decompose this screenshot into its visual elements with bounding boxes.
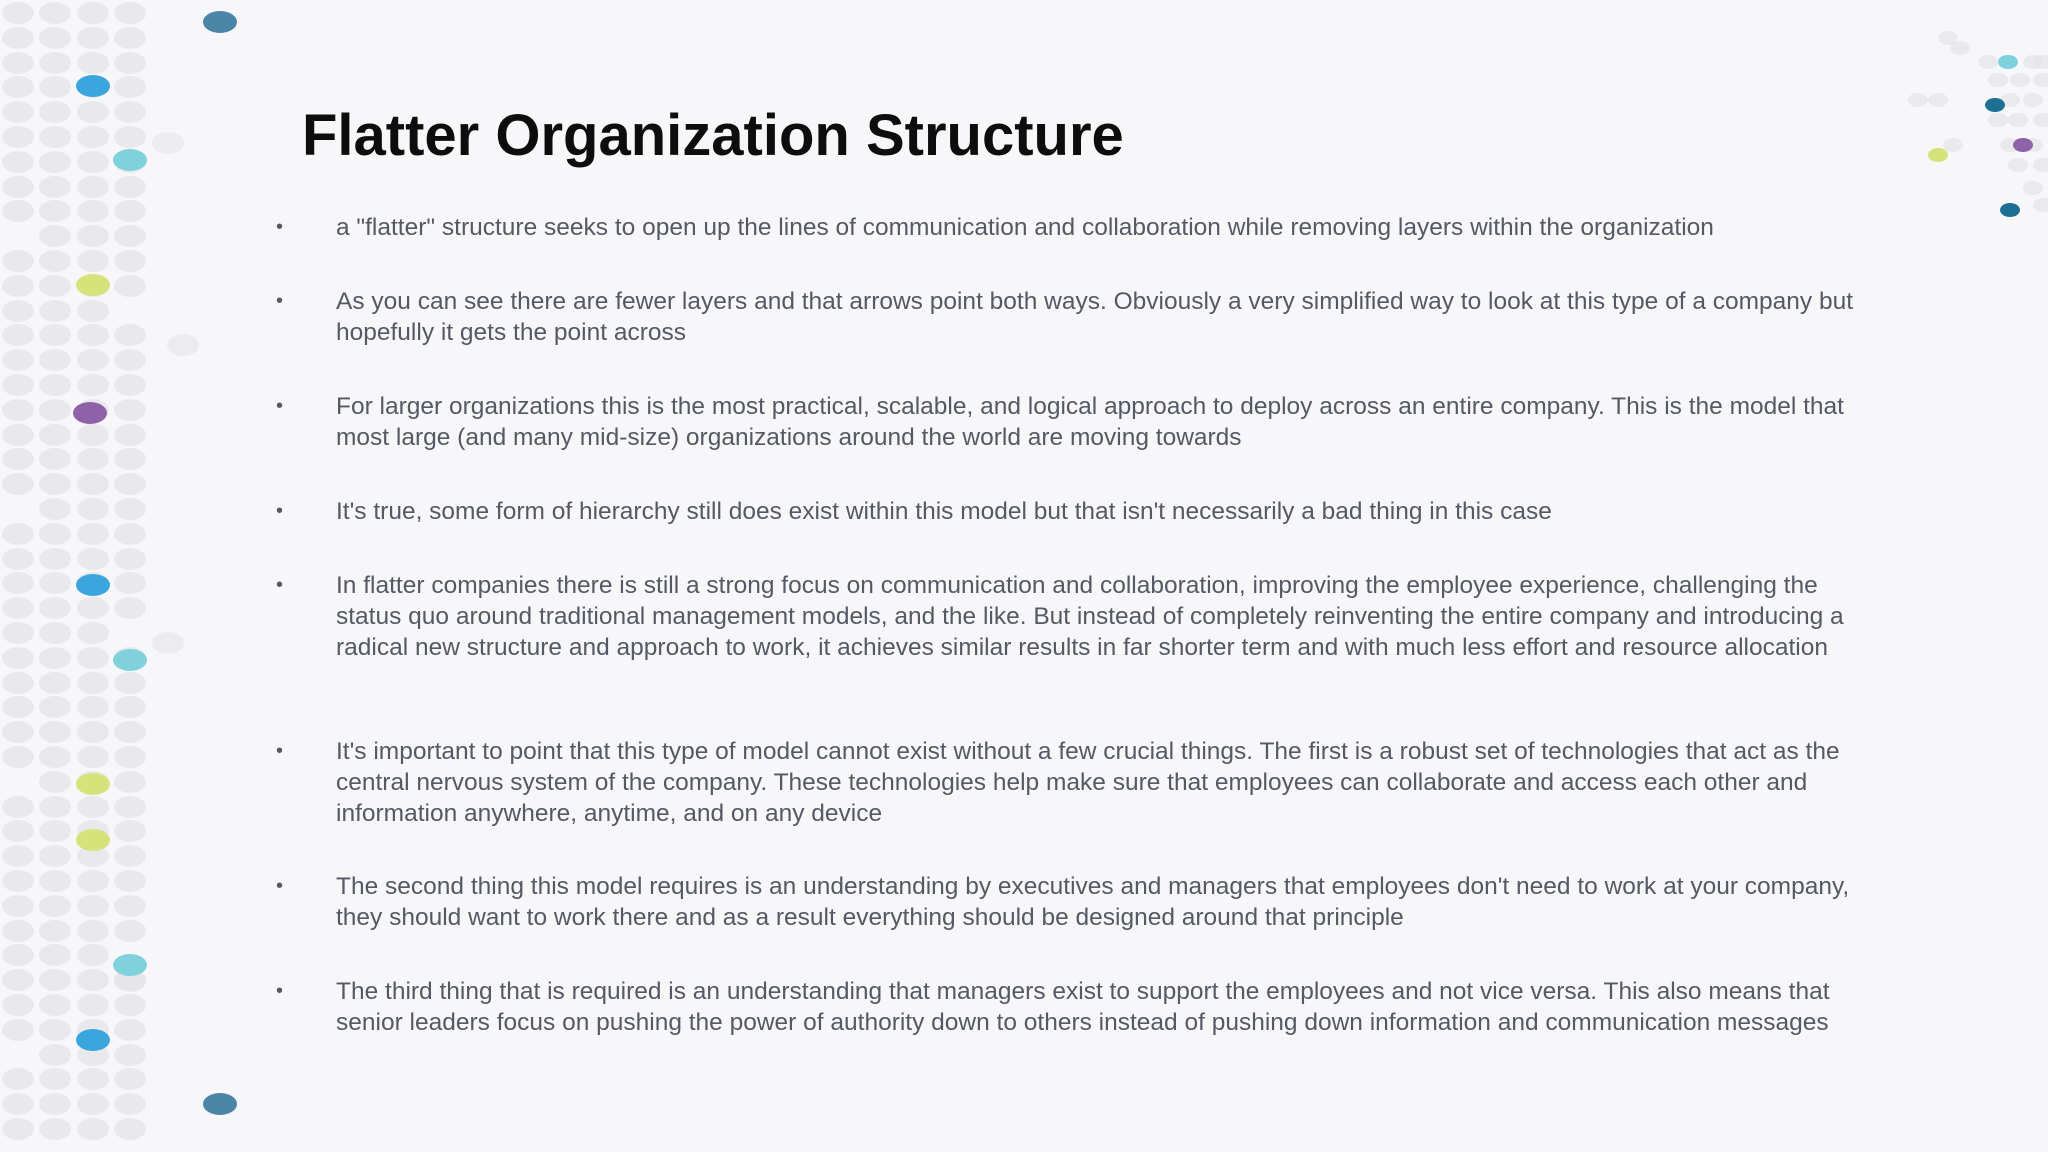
gray-dot	[77, 1093, 109, 1115]
gray-dot	[77, 597, 109, 619]
bullet-text: It's true, some form of hierarchy still does exist within this model but that isn't necessarily a bad thing in this case	[336, 498, 1552, 525]
gray-dot	[114, 200, 146, 222]
gray-dot	[77, 473, 109, 495]
gray-dot	[114, 374, 146, 396]
gray-dot	[77, 721, 109, 743]
gray-dot	[2033, 73, 2048, 87]
gray-dot	[2, 424, 34, 446]
gray-dot	[77, 200, 109, 222]
gray-dot	[39, 796, 71, 818]
gray-dot	[114, 696, 146, 718]
gray-dot	[39, 151, 71, 173]
gray-dot	[114, 845, 146, 867]
gray-dot	[114, 250, 146, 272]
gray-dot	[39, 76, 71, 98]
lime-dot	[76, 274, 110, 296]
gray-dot	[1928, 93, 1948, 107]
gray-dot	[2, 721, 34, 743]
gray-dot	[77, 2, 109, 24]
gray-dot	[77, 349, 109, 371]
gray-dot	[77, 101, 109, 123]
gray-dot	[2, 994, 34, 1016]
gray-dot	[114, 101, 146, 123]
gray-dot	[2, 1068, 34, 1090]
gray-dot	[114, 448, 146, 470]
gray-dot	[77, 672, 109, 694]
gray-dot	[2, 101, 34, 123]
bullet-item	[276, 496, 1552, 527]
gray-dot	[39, 647, 71, 669]
bullet-item	[276, 570, 1876, 663]
gray-dot	[2, 895, 34, 917]
bullet-marker: •	[276, 395, 284, 417]
gray-dot	[2, 672, 34, 694]
gray-dot	[2, 275, 34, 297]
gray-dot	[114, 771, 146, 793]
gray-dot	[2, 796, 34, 818]
navy-dot	[2000, 203, 2020, 217]
navy-dot	[1985, 98, 2005, 112]
gray-dot	[114, 721, 146, 743]
gray-dot	[39, 820, 71, 842]
gray-dot	[2, 1019, 34, 1041]
gray-dot	[114, 424, 146, 446]
gray-dot	[39, 126, 71, 148]
gray-dot	[114, 597, 146, 619]
gray-dot	[77, 1068, 109, 1090]
lime-dot	[1928, 148, 1948, 162]
gray-dot	[114, 1118, 146, 1140]
gray-dot	[77, 548, 109, 570]
gray-dot	[39, 1068, 71, 1090]
gray-dot	[39, 696, 71, 718]
gray-dot	[39, 548, 71, 570]
gray-dot	[39, 870, 71, 892]
gray-dot	[39, 969, 71, 991]
gray-dot	[114, 176, 146, 198]
gray-dot	[2, 324, 34, 346]
gray-dot	[2023, 93, 2043, 107]
gray-dot	[114, 126, 146, 148]
gray-dot	[2, 523, 34, 545]
gray-dot	[77, 448, 109, 470]
gray-dot	[77, 622, 109, 644]
gray-dot	[114, 523, 146, 545]
gray-dot	[2, 845, 34, 867]
gray-dot	[39, 572, 71, 594]
gray-dot	[2023, 181, 2043, 195]
gray-dot	[2, 1093, 34, 1115]
gray-dot	[39, 250, 71, 272]
gray-dot	[2, 126, 34, 148]
gray-dot	[39, 721, 71, 743]
bullet-text: The second thing this model requires is an understanding by executives and managers that employees don't need to work at your company, they should want to work there and as a result everything should be designed around that principle	[336, 873, 1850, 931]
steel-dot	[203, 11, 237, 33]
gray-dot	[114, 1044, 146, 1066]
gray-dot	[77, 498, 109, 520]
bullet-text: a "flatter" structure seeks to open up the lines of communication and collaboration while removing layers within the organization	[336, 214, 1714, 241]
gray-dot	[39, 672, 71, 694]
gray-dot	[114, 920, 146, 942]
bullet-item	[276, 976, 1876, 1038]
gray-dot	[114, 473, 146, 495]
gray-dot	[114, 895, 146, 917]
gray-dot	[114, 498, 146, 520]
gray-dot	[2, 176, 34, 198]
gray-dot	[1908, 93, 1928, 107]
gray-dot	[2, 473, 34, 495]
gray-dot	[2, 300, 34, 322]
gray-dot	[77, 696, 109, 718]
gray-dot	[2, 572, 34, 594]
gray-dot	[39, 994, 71, 1016]
bullet-text: The third thing that is required is an understanding that managers exist to support the employees and not vice versa. This also means that senior leaders focus on pushing the power of authority down to others instead of pushing down information and communication messages	[336, 978, 1830, 1036]
gray-dot	[114, 994, 146, 1016]
bullet-marker: •	[276, 980, 284, 1002]
gray-dot	[2033, 198, 2048, 212]
gray-dot	[39, 622, 71, 644]
teal-dot	[113, 649, 147, 671]
gray-dot	[77, 895, 109, 917]
gray-dot	[39, 200, 71, 222]
gray-dot	[2033, 113, 2048, 127]
gray-dot	[39, 225, 71, 247]
gray-dot	[77, 52, 109, 74]
lime-dot	[76, 829, 110, 851]
gray-dot	[114, 870, 146, 892]
gray-dot	[39, 746, 71, 768]
gray-dot	[77, 647, 109, 669]
gray-dot	[1988, 73, 2008, 87]
gray-dot	[2, 746, 34, 768]
gray-dot	[114, 225, 146, 247]
gray-dot	[2, 820, 34, 842]
gray-dot	[39, 944, 71, 966]
gray-dot	[39, 399, 71, 421]
bullet-marker: •	[276, 574, 284, 596]
gray-dot	[77, 424, 109, 446]
gray-dot	[114, 275, 146, 297]
bullet-marker: •	[276, 216, 284, 238]
bullet-text: In flatter companies there is still a strong focus on communication and collaboration, improving the employee experience, challenging the status quo around traditional management models, and the like. But instead of completely reinventing the entire company and introducing a radical new structure and approach to work, it achieves similar results in far shorter term and with much less effort and resource allocation	[336, 572, 1844, 661]
gray-dot	[39, 771, 71, 793]
gray-dot	[39, 448, 71, 470]
gray-dot	[39, 895, 71, 917]
gray-dot	[39, 2, 71, 24]
purple-dot	[73, 402, 107, 424]
gray-dot	[77, 870, 109, 892]
steel-dot	[203, 1093, 237, 1115]
purple-dot	[2013, 138, 2033, 152]
bullet-item	[276, 871, 1876, 933]
bullet-text: As you can see there are fewer layers and that arrows point both ways. Obviously a very simplified way to look at this type of a company but hopefully it gets the point across	[336, 288, 1854, 346]
gray-dot	[77, 225, 109, 247]
gray-dot	[1988, 113, 2008, 127]
gray-dot	[39, 300, 71, 322]
gray-dot	[114, 820, 146, 842]
gray-dot	[114, 324, 146, 346]
bullet-marker: •	[276, 875, 284, 897]
gray-dot	[114, 1093, 146, 1115]
gray-dot	[114, 572, 146, 594]
gray-dot	[77, 374, 109, 396]
gray-dot	[77, 176, 109, 198]
bullet-item	[276, 286, 1876, 348]
gray-dot	[2, 622, 34, 644]
gray-dot	[114, 548, 146, 570]
blue-dot	[76, 75, 110, 97]
bullet-item	[276, 391, 1876, 453]
gray-dot	[114, 52, 146, 74]
gray-dot	[114, 2, 146, 24]
bullet-text: It's important to point that this type of model cannot exist without a few crucial things. The first is a robust set of technologies that act as the central nervous system of the company. These technologies help make sure that employees can collaborate and access each other and information anywhere, anytime, and on any device	[336, 738, 1840, 827]
gray-dot	[77, 1118, 109, 1140]
gray-dot	[2, 52, 34, 74]
gray-dot	[77, 250, 109, 272]
gray-dot	[39, 1019, 71, 1041]
gray-dot	[2, 647, 34, 669]
gray-dot	[1978, 55, 1998, 69]
gray-dot	[2033, 158, 2048, 172]
gray-dot	[39, 1118, 71, 1140]
gray-dot	[77, 920, 109, 942]
teal-dot	[113, 149, 147, 171]
gray-dot	[2, 870, 34, 892]
gray-dot	[39, 845, 71, 867]
gray-dot	[2, 200, 34, 222]
blue-dot	[76, 574, 110, 596]
gray-dot	[114, 1019, 146, 1041]
gray-dot	[2, 27, 34, 49]
gray-dot	[39, 101, 71, 123]
gray-dot	[2, 76, 34, 98]
gray-dot	[2, 250, 34, 272]
gray-dot	[39, 597, 71, 619]
gray-dot	[1950, 41, 1970, 55]
gray-dot	[2, 969, 34, 991]
bullet-text: For larger organizations this is the most practical, scalable, and logical approach to deploy across an entire company. This is the model that most large (and many mid-size) organizations around the world are moving towards	[336, 393, 1844, 451]
gray-dot	[114, 746, 146, 768]
gray-dot	[2, 2, 34, 24]
gray-dot	[114, 672, 146, 694]
gray-dot	[2033, 55, 2048, 69]
gray-dot	[39, 275, 71, 297]
teal-dot	[113, 954, 147, 976]
gray-dot	[2008, 113, 2028, 127]
gray-dot	[77, 746, 109, 768]
gray-dot	[2, 696, 34, 718]
gray-dot	[39, 374, 71, 396]
gray-dot	[77, 300, 109, 322]
gray-dot	[77, 944, 109, 966]
gray-dot	[39, 1044, 71, 1066]
gray-dot	[39, 1093, 71, 1115]
gray-dot	[114, 399, 146, 421]
gray-dot	[114, 76, 146, 98]
bullet-marker: •	[276, 290, 284, 312]
gray-dot	[39, 176, 71, 198]
gray-dot	[39, 473, 71, 495]
dot-pattern-left-decoration	[0, 0, 260, 1152]
bullet-item	[276, 736, 1876, 829]
gray-dot	[77, 796, 109, 818]
gray-dot	[77, 126, 109, 148]
dot-pattern-right-decoration	[1898, 0, 2048, 260]
lime-dot	[76, 773, 110, 795]
gray-dot	[2, 548, 34, 570]
gray-dot	[77, 523, 109, 545]
gray-dot	[77, 27, 109, 49]
gray-dot	[152, 132, 184, 154]
gray-dot	[39, 920, 71, 942]
gray-dot	[2, 349, 34, 371]
gray-dot	[167, 334, 199, 356]
gray-dot	[114, 349, 146, 371]
gray-dot	[2, 151, 34, 173]
gray-dot	[2, 920, 34, 942]
gray-dot	[2, 374, 34, 396]
gray-dot	[2, 597, 34, 619]
bullet-marker: •	[276, 500, 284, 522]
teal-dot	[1998, 55, 2018, 69]
gray-dot	[2, 944, 34, 966]
gray-dot	[39, 349, 71, 371]
bullet-item	[276, 212, 1714, 243]
gray-dot	[77, 994, 109, 1016]
gray-dot	[39, 27, 71, 49]
bullet-marker: •	[276, 740, 284, 762]
gray-dot	[39, 52, 71, 74]
gray-dot	[77, 324, 109, 346]
gray-dot	[2, 448, 34, 470]
gray-dot	[39, 498, 71, 520]
gray-dot	[2, 399, 34, 421]
gray-dot	[2010, 73, 2030, 87]
gray-dot	[77, 151, 109, 173]
gray-dot	[114, 1068, 146, 1090]
gray-dot	[39, 424, 71, 446]
gray-dot	[2, 1118, 34, 1140]
slide-title: Flatter Organization Structure	[302, 103, 1124, 168]
blue-dot	[76, 1029, 110, 1051]
gray-dot	[39, 523, 71, 545]
gray-dot	[77, 969, 109, 991]
gray-dot	[39, 324, 71, 346]
gray-dot	[114, 796, 146, 818]
gray-dot	[2008, 158, 2028, 172]
gray-dot	[114, 27, 146, 49]
gray-dot	[152, 632, 184, 654]
